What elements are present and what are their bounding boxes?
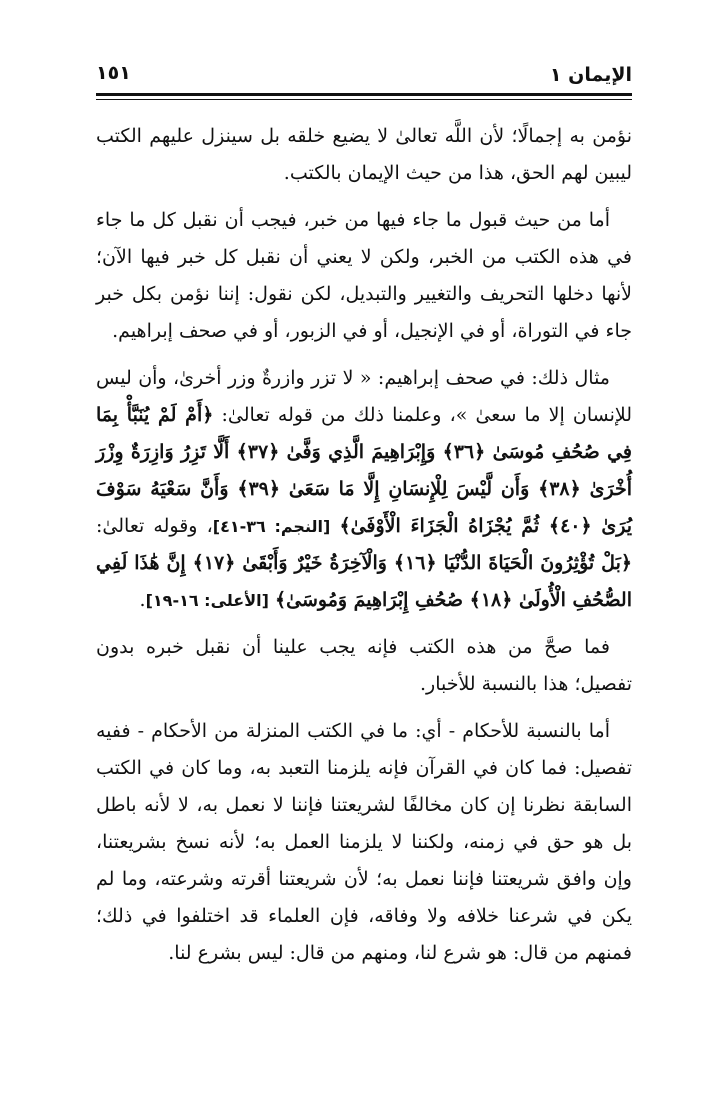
- paragraph-3-mid: ، وقوله تعالىٰ:: [96, 515, 213, 537]
- page-number: ١٥١: [96, 62, 131, 84]
- page-header: [96, 58, 632, 92]
- paragraph-2: أما من حيث قبول ما جاء فيها من خبر، فيجب أن نقبل كل ما جاء في هذه الكتب من الخبر، ولكن لا يعني أن نقبل كل خبر فيها الآن؛ لأنها دخلها التحريف والتغيير والتبديل، لكن نقول: إننا نؤمن بكل خبر جاء في التوراة، أو في الإنجيل، أو في الزبور، أو في صحف إبراهيم.: [96, 209, 632, 342]
- paragraph-4: فما صحَّ من هذه الكتب فإنه يجب علينا أن نقبل خبره بدون تفصيل؛ هذا بالنسبة للأخبار.: [96, 636, 632, 695]
- verse-reference-ala: [الأعلى: ١٦-١٩]: [145, 591, 269, 610]
- body-text: [96, 118, 632, 982]
- paragraph-1: نؤمن به إجمالًا؛ لأن اللَّه تعالىٰ لا يضيع خلقه بل سينزل عليهم الكتب ليبين لهم الحق، هذا من حيث الإيمان بالكتب.: [96, 125, 632, 184]
- header-rule-thick: [96, 93, 632, 96]
- paragraph-3-end: .: [139, 589, 146, 611]
- paragraph-3-intro: مثال ذلك: في صحف إبراهيم: « لا تزر وازرةٌ وزر أخرىٰ، وأن ليس للإنسان إلا ما سعىٰ »، وعلمنا ذلك من قوله تعالىٰ:: [96, 367, 633, 426]
- paragraph-3: [96, 360, 632, 619]
- quran-verse-najm: ﴿أَمْ لَمْ يُنَبَّأْ بِمَا فِي صُحُفِ مُوسَىٰ ﴿٣٦﴾ وَإِبْرَاهِيمَ الَّذِي وَفَّىٰ ﴿٣٧﴾ أَلَّا تَزِرُ وَازِرَةٌ وِزْرَ أُخْرَىٰ ﴿٣٨﴾ وَأَن لَّيْسَ لِلْإِنسَانِ إِلَّا مَا سَعَىٰ ﴿٣٩﴾ وَأَنَّ سَعْيَهُ سَوْفَ يُرَىٰ ﴿٤٠﴾ ثُمَّ يُجْزَاهُ الْجَزَاءَ الْأَوْفَىٰ﴾: [96, 404, 632, 537]
- paragraph-5: أما بالنسبة للأحكام - أي: ما في الكتب المنزلة من الأحكام - ففيه تفصيل: فما كان في القرآن فإنه يلزمنا التعبد به، وما كان في الكتب السابقة نظرنا إن كان مخالفًا لشريعتنا فإننا لا نعمل به، لا لأنه باطل بل هو حق في زمنه، ولكننا لا يلزمنا العمل به؛ لأنه نسخ بشريعتنا، وإن وافق شريعتنا فإننا نعمل به؛ لأن شريعتنا أقرته وشرعته، وما لم يكن في شرعنا خلافه ولا وفاقه، فإن العلماء قد اختلفوا في ذلك؛ فمنهم من قال: هو شرع لنا، ومنهم من قال: ليس بشرع لنا.: [96, 720, 632, 964]
- quran-verse-ala: ﴿بَلْ تُؤْثِرُونَ الْحَيَاةَ الدُّنْيَا ﴿١٦﴾ وَالْآخِرَةُ خَيْرٌ وَأَبْقَىٰ ﴿١٧﴾ إِنَّ هَٰذَا لَفِي الصُّحُفِ الْأُولَىٰ ﴿١٨﴾ صُحُفِ إِبْرَاهِيمَ وَمُوسَىٰ﴾: [96, 552, 632, 611]
- header-rule-thin: [96, 99, 632, 100]
- running-title: الإيمان ١: [549, 64, 632, 86]
- verse-reference-najm: [النجم: ٣٦-٤١]: [212, 517, 331, 536]
